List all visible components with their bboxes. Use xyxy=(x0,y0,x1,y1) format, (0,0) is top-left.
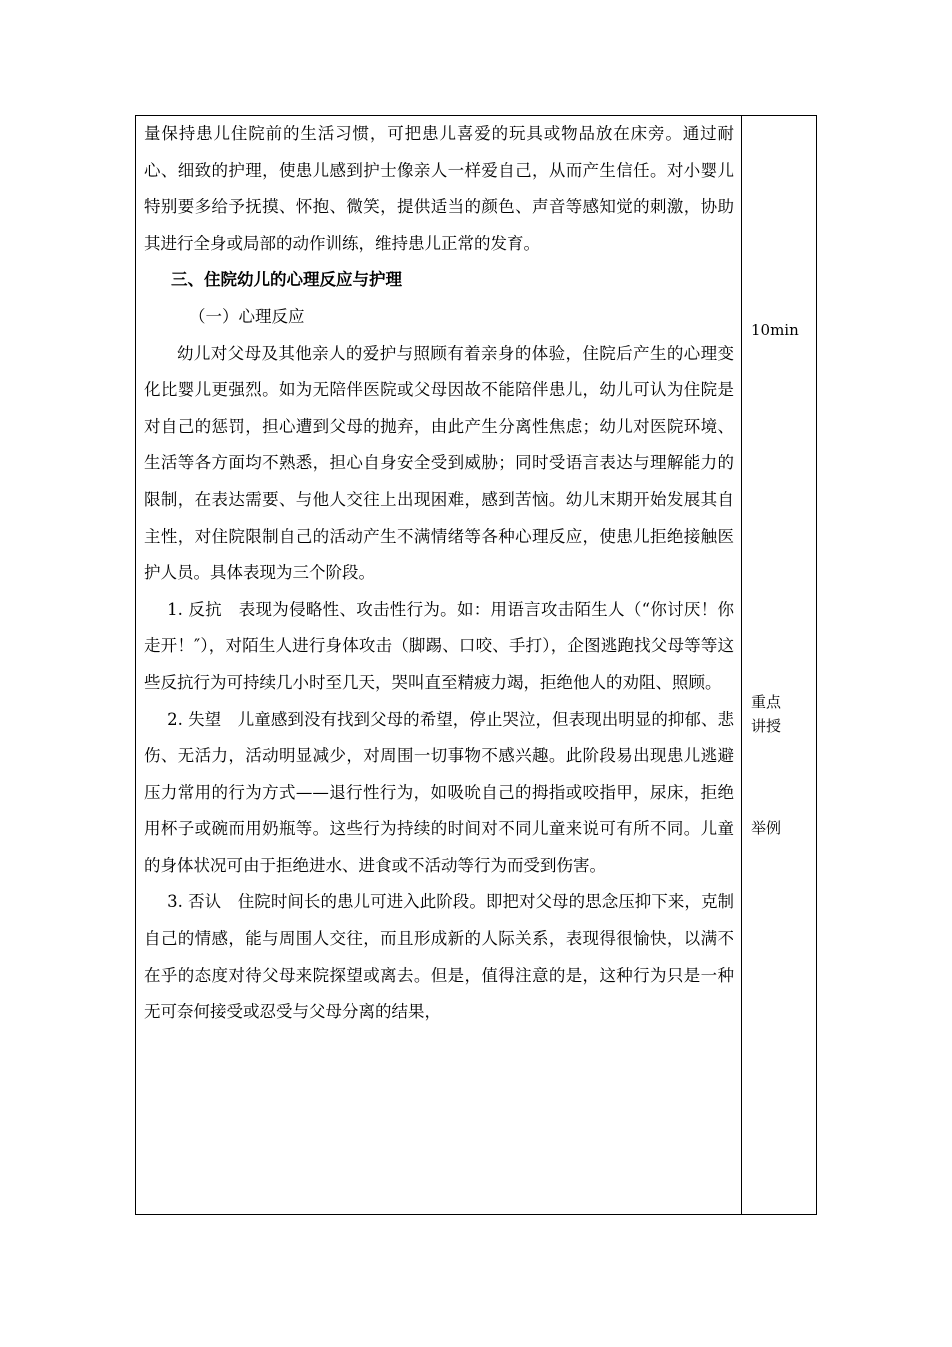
subsection-heading: （一）心理反应 xyxy=(189,306,305,326)
section-heading: 三、住院幼儿的心理反应与护理 xyxy=(171,270,402,290)
main-content-cell xyxy=(144,116,734,1031)
paragraph-stage-protest: 1. 反抗 表现为侵略性、攻击性行为。如：用语言攻击陌生人（“你讨厌！你走开！″），对陌生人进行身体攻击（脚踢、口咬、手打），企图逃跑找父母等等这些反抗行为可持续几小时至几天，哭叫直至精疲力竭，拒绝他人的劝阻、照顾。 xyxy=(144,599,734,692)
paragraph-psych-reaction: 幼儿对父母及其他亲人的爱护与照顾有着亲身的体验，住院后产生的心理变化比婴儿更强烈。如为无陪伴医院或父母因故不能陪伴患儿，幼儿可认为住院是对自己的惩罚，担心遭到父母的抛弃，由此产生分离性焦虑；幼儿对医院环境、生活等各方面均不熟悉，担心自身安全受到威胁；同时受语言表达与理解能力的限制，在表达需要、与他人交往上出现困难，感到苦恼。幼儿末期开始发展其自主性，对住院限制自己的活动产生不满情绪等各种心理反应，使患儿拒绝接触医护人员。具体表现为三个阶段。 xyxy=(144,343,734,583)
paragraph-stage-denial: 3. 否认 住院时间长的患儿可进入此阶段。即把对父母的思念压抑下来，克制自己的情感，能与周围人交往，而且形成新的人际关系，表现得很愉快，以满不在乎的态度对待父母来院探望或离去。但是，值得注意的是，这种行为只是一种无可奈何接受或忍受与父母分离的结果， xyxy=(144,892,734,1022)
side-note-key-teaching: 重点讲授 xyxy=(751,693,782,735)
paragraph-continuation: 量保持患儿住院前的生活习惯，可把患儿喜爱的玩具或物品放在床旁。通过耐心、细致的护理，使患儿感到护士像亲人一样爱自己，从而产生信任。对小婴儿特别要多给予抚摸、怀抱、微笑，提供适当的颜色、声音等感知觉的刺激，协助其进行全身或局部的动作训练，维持患儿正常的发育。 xyxy=(144,124,734,253)
side-note-example: 举例 xyxy=(751,819,782,837)
side-time: 10min xyxy=(751,321,799,339)
paragraph-stage-despair: 2. 失望 儿童感到没有找到父母的希望，停止哭泣，但表现出明显的抑郁、悲伤、无活力，活动明显减少，对周围一切事物不感兴趣。此阶段易出现患儿逃避压力常用的行为方式——退行性行为，如吸吮自己的拇指或咬指甲，尿床，拒绝用杯子或碗而用奶瓶等。这些行为持续的时间对不同儿童来说可有所不同。儿童的身体状况可由于拒绝进水、进食或不活动等行为而受到伤害。 xyxy=(144,709,734,875)
column-divider xyxy=(741,115,742,1215)
